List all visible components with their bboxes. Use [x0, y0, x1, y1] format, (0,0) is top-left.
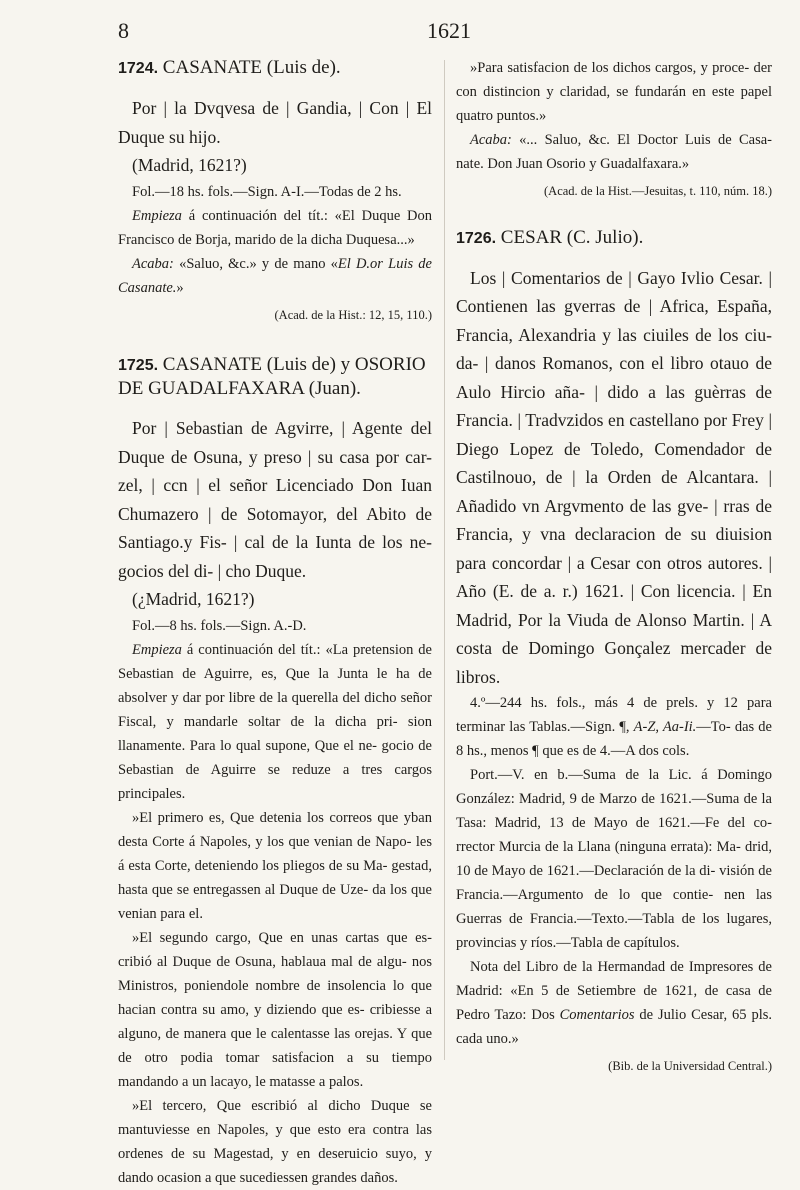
entry-begins: Empieza á continuación del tít.: «El Duque Don Francisco de Borja, marido de la dicha Duquesa...» [118, 207, 433, 248]
entry-paragraph: »El primero es, Que detenia los correos que yban desta Corte á Napoles, y los que venian de Napo- les á esta Corte, deteniendo los pliegos de su Ma- gestad, hasta que se entregassen al Duque de Uze- da los que venian para el. [118, 809, 432, 922]
entry-date: (Madrid, 1621?) [132, 155, 247, 175]
entry-title: Por | la Dvqvesa de | Gandia, | Con | El Duque su hijo. [118, 98, 432, 147]
entry-contents: Port.—V. en b.—Suma de la Lic. á Domingo González: Madrid, 9 de Marzo de 1621.—Suma de la Tasa: Madrid, 13 de Mayo de 1621.—Fe del co- rrector Murcia de la Llana (ninguna errata): Ma- drid, 10 de Mayo de 1621.—Declaración de la di- visión de Francia.—Argumento de lo que contie- nen las Guerras de Francia.—Texto.—Tabla de los lugares, provincias y ríos.—Tabla de capítulos. [456, 767, 772, 951]
left-column [118, 56, 432, 1190]
entry-paragraph: »El tercero, Que escribió al dicho Duque se mantuviesse en Napoles, y que esto era contra las ordenes de su Magestad, y en deseruicio suyo, y dando ocasion a que sucediessen grandes daños. [118, 1097, 432, 1186]
entry-1725-continued [456, 56, 772, 204]
entry-ends: Acaba: «... Saluo, &c. El Doctor Luis de Casa- nate. Don Juan Osorio y Guadalfaxara.» [456, 132, 772, 172]
entry-physical: Fol.—18 hs. fols.—Sign. A-I.—Todas de 2 hs. [132, 183, 402, 200]
entry-physical: 4.º—244 hs. fols., más 4 de prels. y 12 para terminar las Tablas.—Sign. ¶, A-Z, Aa-Ii.—To- das de 8 hs., menos ¶ que es de 4.—A dos cols. [456, 695, 772, 759]
entry-heading: 1725. CASANATE (Luis de) y OSORIO DE GUADALFAXARA (Juan). [118, 354, 426, 399]
entry-title: Por | Sebastian de Agvirre, | Agente del Duque de Osuna, y preso | su casa por car- zel, | ccn | el señor Licenciado Don Iuan Chumazero | de Sotomayor, del Abito de Santiago.y Fis- | cal de la Iunta de los ne- gocios del di- | cho Duque. [118, 418, 432, 581]
entry-1725 [118, 353, 432, 1190]
entry-date: (¿Madrid, 1621?) [132, 589, 255, 609]
column-divider [444, 60, 445, 1060]
entry-ends: Acaba: «Saluo, &c.» y de mano «El D.or Luis de Casanate.» [118, 255, 432, 296]
entry-1726 [456, 226, 772, 1079]
entry-paragraph: »Para satisfacion de los dichos cargos, y proce- der con distincion y claridad, se fundarán en este papel quatro puntos.» [456, 60, 772, 124]
entry-heading: 1724. CASANATE (Luis de). [118, 57, 341, 78]
entry-heading: 1726. CESAR (C. Julio). [456, 226, 644, 248]
entry-title: Los | Comentarios de | Gayo Ivlio Cesar. | Contienen las gverras de | Africa, España, Francia, Alexandria y las ciuiles de los ciu- da- | danos Romanos, con el libro otauo de Aulo Hircio aña- | dido a las guèrras de Francia. | Tradvzidos en castellano por Frey | Diego Lopez de Toledo, Comendador de Castilnouo, de | la Orden de Alcantara. | Añadido vn Argvmento de las gve- | rras de Francia, y vna declaracion de su diuision para concordar | a Cesar con otros autores. | Año (E. de a. r.) 1621. | Con licencia. | En Madrid, Por la Viuda de Alonso Martin. | A costa de Domingo Gonçalez mercader de libros. [456, 267, 772, 687]
entry-source: (Acad. de la Hist.—Jesuitas, t. 110, núm. 18.) [544, 184, 772, 198]
entry-paragraph: »El segundo cargo, Que en unas cartas que es- cribió al Duque de Osuna, hablaua mal de algu- nos Ministros, poniendole nombre de insolencia lo que hacian contra su amo, y diziendo que es- cribiesse a alguno, de manera que le calentasse las orejas. Y que de otro podia tomar satisfacion a su tiempo mandando a un lacayo, le matasse a palos. [118, 929, 432, 1090]
entry-note: Nota del Libro de la Hermandad de Impresores de Madrid: «En 5 de Setiembre de 1621, de casa de Pedro Tazo: Dos Comentarios de Julio Cesar, 65 pls. cada uno.» [456, 959, 772, 1047]
page-year: 1621 [427, 18, 471, 43]
entry-source: (Bib. de la Universidad Central.) [608, 1059, 772, 1073]
right-column [456, 56, 772, 1079]
entry-source: (Acad. de la Hist.: 12, 15, 110.) [274, 307, 432, 322]
page-header [0, 18, 800, 48]
entry-begins: Empieza á continuación del tít.: «La pretension de Sebastian de Aguirre, es, Que la Junta le ha de absolver y dar por libre de la querella del dicho señor Fiscal, y mandarle soltar de la dicha pri- sion llanamente. Para lo qual supone, Que el ne- gocio de Sebastian de Aguirre se reduze a tres cargos principales. [118, 641, 432, 802]
entry-1724 [118, 56, 432, 327]
entry-physical: Fol.—8 hs. fols.—Sign. A.-D. [132, 617, 307, 634]
page-number: 8 [118, 18, 129, 43]
